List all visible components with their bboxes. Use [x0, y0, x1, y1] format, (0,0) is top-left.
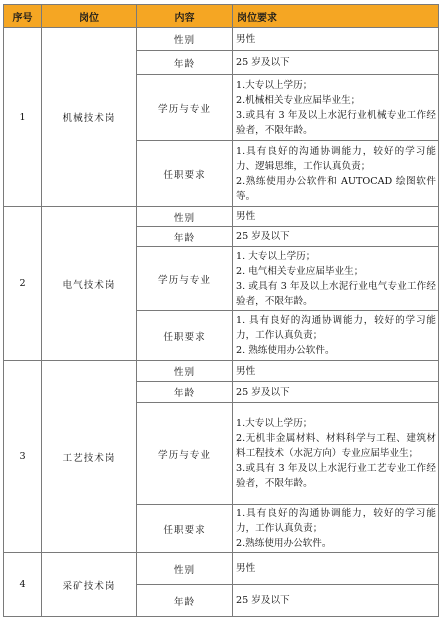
requirement-line: 1. 具有良好的沟通协调能力，较好的学习能力，工作认真负责；: [236, 315, 436, 341]
content-label: 性别: [137, 361, 233, 382]
row-number: 4: [4, 553, 42, 617]
content-label: 年龄: [137, 51, 233, 75]
header-position: 岗位: [42, 5, 137, 28]
requirement-line: 男性: [236, 365, 256, 377]
requirement-text: [233, 207, 439, 227]
requirement-line: 1.大专以上学历；: [236, 79, 313, 91]
requirement-line: 2.机械相关专业应届毕业生；: [236, 94, 361, 106]
requirement-line: 25 岁及以下: [236, 57, 290, 68]
table-row: [4, 361, 439, 382]
job-requirements-table: [3, 4, 439, 617]
requirement-text: [233, 75, 439, 141]
content-label: 学历与专业: [137, 247, 233, 311]
requirement-text: [233, 553, 439, 585]
requirement-text: [233, 227, 439, 247]
content-label: 任职要求: [137, 311, 233, 361]
content-label: 年龄: [137, 227, 233, 247]
content-label: 性别: [137, 28, 233, 51]
position-name: 工艺技术岗: [42, 361, 137, 553]
requirement-text: [233, 585, 439, 617]
requirement-text: [233, 141, 439, 207]
row-number: 2: [4, 207, 42, 361]
position-name: 机械技术岗: [42, 28, 137, 207]
requirement-line: 2. 电气相关专业应届毕业生；: [236, 265, 364, 277]
requirement-line: 1.大专以上学历；: [236, 418, 313, 429]
content-label: 年龄: [137, 382, 233, 403]
requirement-text: [233, 382, 439, 403]
content-label: 任职要求: [137, 505, 233, 553]
requirement-line: 25 岁及以下: [236, 231, 290, 242]
requirement-line: 2.熟练使用办公软件和 AUTOCAD 绘图软件等。: [236, 175, 436, 202]
requirement-text: [233, 28, 439, 51]
requirement-text: [233, 505, 439, 553]
requirement-line: 2.无机非金属材料、材料科学与工程、建筑材料工程技术（水泥方向）专业应届毕业生；: [236, 433, 436, 459]
requirement-text: [233, 51, 439, 75]
content-label: 学历与专业: [137, 75, 233, 141]
row-number: 3: [4, 361, 42, 553]
requirement-line: 3.或具有 3 年及以上水泥行业工艺专业工作经验者，不限年龄。: [236, 463, 436, 489]
header-content: 内容: [137, 5, 233, 28]
requirement-text: [233, 361, 439, 382]
content-label: 学历与专业: [137, 403, 233, 505]
table-row: [4, 553, 439, 585]
header-requirement: 岗位要求: [233, 5, 439, 28]
requirement-line: 1. 大专以上学历；: [236, 250, 316, 262]
requirement-line: 3. 或具有 3 年及以上水泥行业电气专业工作经验者，不限年龄。: [236, 280, 436, 307]
content-label: 性别: [137, 553, 233, 585]
position-name: 采矿技术岗: [42, 553, 137, 617]
requirement-line: 25 岁及以下: [236, 595, 290, 606]
requirement-text: [233, 247, 439, 311]
table-row: [4, 207, 439, 227]
requirement-line: 2. 熟练使用办公软件。: [236, 345, 335, 356]
table-header-row: [4, 5, 439, 28]
content-label: 任职要求: [137, 141, 233, 207]
content-label: 性别: [137, 207, 233, 227]
table-row: [4, 28, 439, 51]
position-name: 电气技术岗: [42, 207, 137, 361]
requirement-line: 2.熟练使用办公软件。: [236, 538, 332, 549]
requirement-line: 男性: [236, 211, 256, 222]
row-number: 1: [4, 28, 42, 207]
content-label: 年龄: [137, 585, 233, 617]
requirement-text: [233, 403, 439, 505]
requirement-line: 3.或具有 3 年及以上水泥行业机械专业工作经验者，不限年龄。: [236, 109, 436, 136]
requirement-line: 25 岁及以下: [236, 386, 290, 398]
requirement-line: 1.具有良好的沟通协调能力，较好的学习能力、逻辑思维，工作认真负责；: [236, 145, 436, 172]
requirement-line: 1.具有良好的沟通协调能力，较好的学习能力，工作认真负责；: [236, 508, 436, 534]
requirement-line: 男性: [236, 563, 256, 574]
requirement-line: 男性: [236, 33, 256, 45]
requirement-text: [233, 311, 439, 361]
header-no: 序号: [4, 5, 42, 28]
